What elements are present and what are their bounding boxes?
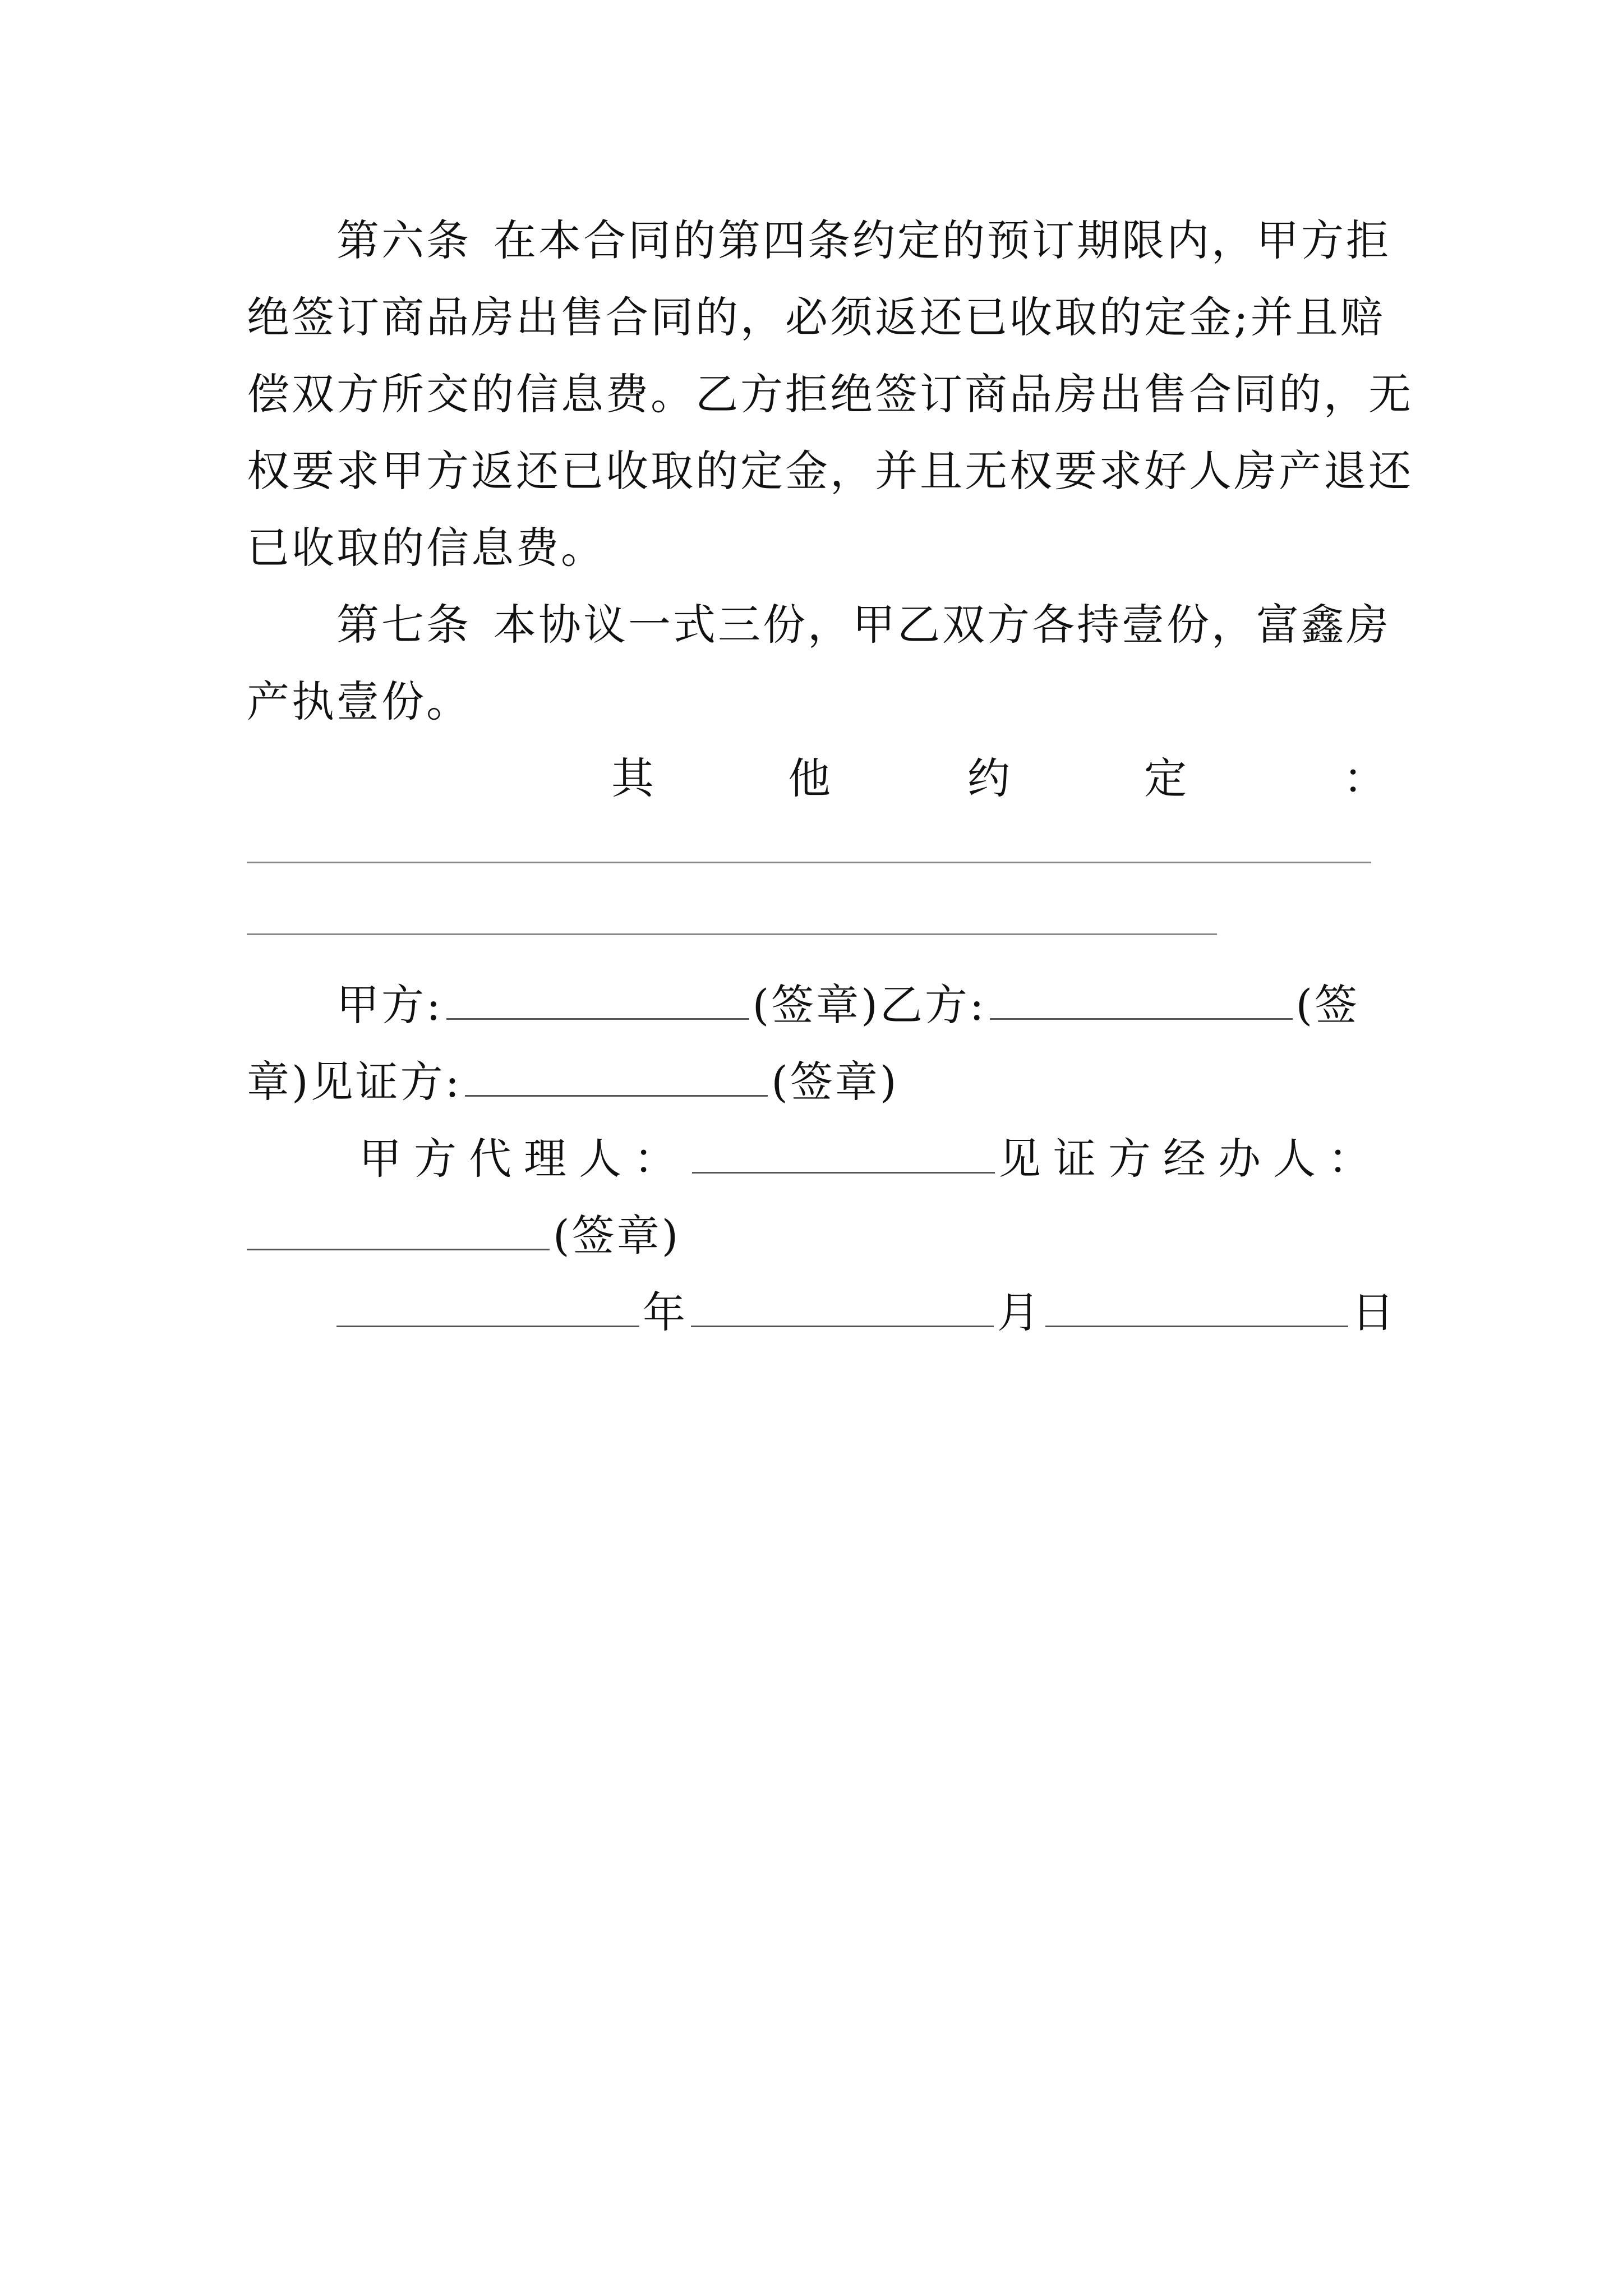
party-b-seal-start: (签 — [1295, 980, 1360, 1030]
other-agreements-heading — [247, 740, 1391, 817]
witness-label: 见证方: — [310, 1057, 462, 1107]
article-6-line-4: 权要求甲方返还已收取的定金，并且无权要求好人房产退还 — [247, 446, 1413, 496]
other-char-3: 约 — [967, 753, 1010, 803]
article-7 — [247, 586, 1391, 740]
article-7-line-1: 第七条 本协议一式三份，甲乙双方各持壹份，富鑫房 — [336, 600, 1391, 650]
signature-row-4 — [247, 1197, 1391, 1274]
party-b-label: 乙方: — [879, 980, 986, 1030]
party-b-seal-end: 章) — [247, 1057, 311, 1107]
article-6-line-5: 已收取的信息费。 — [247, 523, 606, 573]
witness-agent-signature-line — [247, 1207, 550, 1250]
witness-agent-seal: (签章) — [553, 1211, 681, 1260]
signature-row-1 — [336, 967, 1391, 1043]
article-6-line-2: 绝签订商品房出售合同的，必须返还已收取的定金;并且赔 — [247, 292, 1385, 342]
party-a-agent-label: 甲方代理人： — [359, 1134, 689, 1184]
day-label: 日 — [1352, 1287, 1396, 1337]
contract-page — [247, 202, 1413, 1351]
day-line — [1045, 1284, 1348, 1327]
other-char-2: 他 — [788, 753, 831, 803]
date-row — [336, 1274, 1396, 1351]
party-a-signature-line — [446, 977, 749, 1020]
other-char-1: 其 — [611, 753, 654, 803]
month-label: 月 — [997, 1287, 1042, 1337]
other-blank-1-row — [247, 817, 1391, 890]
other-char-4: 定 — [1144, 753, 1187, 803]
article-6 — [247, 202, 1413, 586]
witness-signature-line — [465, 1053, 768, 1097]
party-a-agent-signature-line — [692, 1130, 995, 1174]
year-line — [336, 1284, 639, 1327]
witness-seal: (签章) — [771, 1057, 899, 1107]
month-line — [691, 1284, 994, 1327]
article-6-line-1: 第六条 在本合同的第四条约定的预订期限内，甲方拒 — [336, 215, 1391, 265]
other-blank-2-row — [247, 890, 1391, 967]
other-colon: ： — [1343, 753, 1386, 803]
signature-row-3 — [359, 1120, 1391, 1197]
article-7-label: 第七条 — [336, 600, 471, 650]
party-a-label: 甲方: — [336, 980, 443, 1030]
party-a-seal: (签章) — [752, 980, 880, 1030]
article-6-line-3: 偿双方所交的信息费。乙方拒绝签订商品房出售合同的，无 — [247, 369, 1413, 419]
article-7-line-2: 产执壹份。 — [247, 677, 471, 726]
signature-row-2 — [247, 1043, 1391, 1120]
other-blank-line-1 — [247, 862, 1371, 863]
article-6-label: 第六条 — [336, 215, 471, 265]
other-blank-line-2 — [247, 933, 1217, 935]
party-b-signature-line — [990, 977, 1293, 1020]
year-label: 年 — [643, 1287, 688, 1337]
witness-agent-label: 见证方经办人： — [998, 1134, 1383, 1184]
